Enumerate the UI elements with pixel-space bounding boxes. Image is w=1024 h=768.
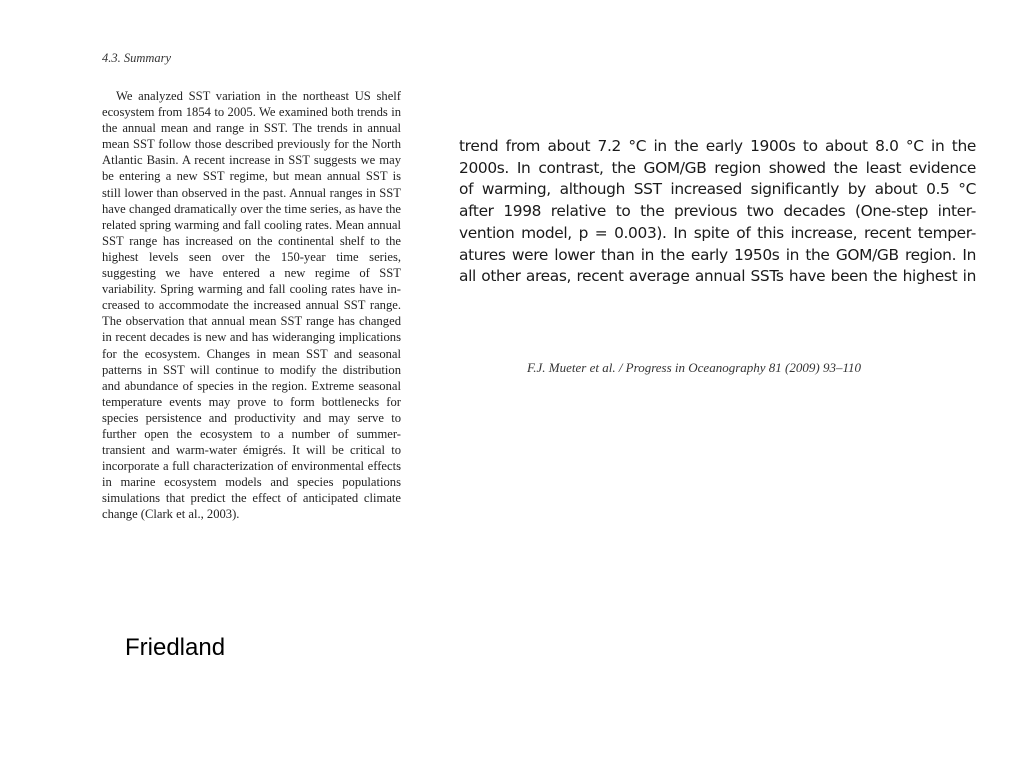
presenter-name: Friedland [125, 634, 226, 661]
excerpt-clip [459, 137, 976, 310]
excerpt-line: after 1998 relative to the previous two decades (One-step inter- [459, 202, 976, 221]
summary-body-text: We analyzed SST variation in the northeast US shelf ecosystem from 1854 to 2005. We examined both trends in the annual mean and range in SST. The trends in annual mean SST follow those described previously for the North Atlantic Basin. A recent increase in SST suggests we may be entering a new SST regime, but mean annual SST is still lower than observed in the past. Annual ranges in SST have changed dramatically over the time series, as have the related spring warming and fall cooling rates. Mean annual SST range has increased on the continental shelf to the highest levels seen over the 150-year time series, suggesting we have entered a new regime of SST variability. Spring warming and fall cooling rates have increased to accommodate the increased annual SST range. The observation that annual mean SST range has changed in recent decades is new and has wideranging implications for the ecosystem. Changes in mean SST and seasonal patterns in SST will continue to modify the distribution and abundance of species in the region. Extreme seasonal temperature events may prove to form bottlenecks for species persistence and productivity and may serve to further open the ecosystem to a number of summer-transient and warm-water émigrés. It will be critical to incorporate a full characterization of environmental effects in marine ecosystem models and species populations simulations that predict the effect of anticipated climate change (Clark et al., 2003). [102, 89, 401, 522]
excerpt-line: 2000s. In contrast, the GOM/GB region showed the least evidence [459, 158, 976, 177]
excerpt-line: of warming, although SST increased significantly by about 0.5 °C [459, 180, 976, 199]
excerpt-line: atures were lower than in the early 1950s in the GOM/GB region. In [459, 245, 976, 264]
excerpt-paragraph [459, 137, 976, 288]
journal-citation: F.J. Mueter et al. / Progress in Oceanography 81 (2009) 93–110 [527, 360, 861, 375]
summary-excerpt [102, 50, 401, 523]
excerpt-line: trend from about 7.2 °C in the early 1900s to about 8.0 °C in the [459, 137, 976, 155]
section-heading: 4.3. Summary [102, 51, 172, 65]
mueter-excerpt [459, 137, 976, 310]
excerpt-line: all other areas, recent average annual SSTs have been the highest in [459, 267, 976, 286]
excerpt-line: vention model, p = 0.003). In spite of this increase, recent temper- [459, 223, 976, 242]
